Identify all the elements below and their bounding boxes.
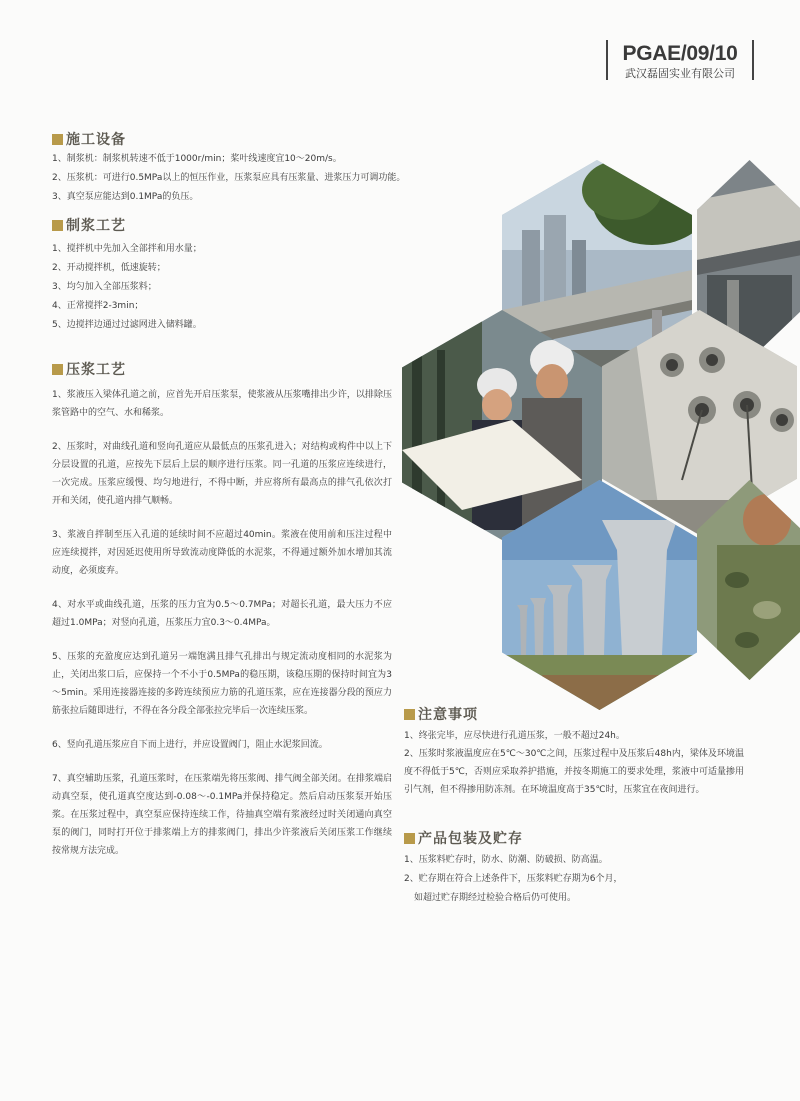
list-item: 如超过贮存期经过检验合格后仍可使用。	[414, 893, 577, 903]
list-item: 1、制浆机：制浆机转速不低于1000r/min；桨叶线速度宜10～20m/s。	[52, 154, 342, 164]
list-item: 2、贮存期在符合上述条件下，压浆料贮存期为6个月，	[404, 874, 623, 884]
document-code: PGAE/09/10	[622, 42, 738, 65]
list-item: 1、搅拌机中先加入全部拌和用水量；	[52, 244, 202, 254]
heading-square-icon	[52, 134, 63, 145]
list-item: 3、均匀加入全部压浆料；	[52, 282, 157, 292]
storage-list	[404, 851, 744, 908]
heading-slurry: 制浆工艺	[66, 218, 126, 234]
slurry-list	[52, 240, 352, 335]
notes-para-2: 2、压浆时浆液温度应在5℃～30℃之间，压浆过程中及压浆后48h内，梁体及环境温度不得低于5℃，否则应采取养护措施，并按冬期施工的要求处理，浆液中可适量掺用引气剂，但不得掺用防冻剂。在环境温度高于35℃时，压浆宜在夜间进行。	[404, 749, 744, 795]
heading-grouting: 压浆工艺	[66, 362, 126, 378]
section-heading	[52, 360, 392, 378]
grouting-para-1: 1、浆液压入梁体孔道之前，应首先开启压浆泵，使浆液从压浆嘴排出少许，以排除压浆管路中的空气、水和稀浆。	[52, 390, 392, 418]
heading-square-icon	[404, 833, 415, 844]
section-slurry	[52, 216, 352, 335]
photo-collage	[402, 150, 800, 710]
grouting-para-4: 4、对水平或曲线孔道，压浆的压力宜为0.5～0.7MPa；对超长孔道，最大压力不应超过1.0MPa；对竖向孔道，压浆压力宜0.3～0.4MPa。	[52, 600, 392, 628]
section-grouting	[52, 360, 392, 860]
list-item: 2、开动搅拌机，低速旋转；	[52, 263, 166, 273]
list-item: 1、压浆料贮存时，防水、防潮、防破损、防高温。	[404, 855, 608, 865]
page-header	[606, 40, 754, 82]
heading-notes: 注意事项	[418, 707, 478, 723]
grouting-para-3: 3、浆液自拌制至压入孔道的延续时间不应超过40min。浆液在使用前和压注过程中应连续搅拌，对因延迟使用所导致流动度降低的水泥浆，不得通过额外加水增加其流动度，必须废弃。	[52, 530, 392, 576]
heading-storage: 产品包装及贮存	[418, 831, 523, 847]
grouting-para-7: 7、真空辅助压浆，孔道压浆时，在压浆端先将压浆阀、排气阀全部关闭。在排浆端启动真空泵，使孔道真空度达到-0.08～-0.1MPa并保持稳定。然后启动压浆泵开始压浆。在压浆过程中，真空泵应保持连续工作，待抽真空端有浆液经过时关闭通向真空泵的阀门，同时打开位于排浆端上方的排浆阀门，排出少许浆液后关闭压浆工作继续按常规方法完成。	[52, 774, 392, 856]
list-item: 5、边搅拌边通过过滤网进入储料罐。	[52, 320, 202, 330]
section-heading	[404, 705, 744, 723]
section-heading	[404, 829, 744, 847]
grouting-para-6: 6、竖向孔道压浆应自下而上进行，并应设置阀门，阻止水泥浆回流。	[52, 740, 328, 750]
section-heading	[52, 216, 352, 234]
company-name: 武汉磊固实业有限公司	[625, 67, 735, 80]
section-heading	[52, 130, 472, 148]
grouting-para-2: 2、压浆时，对曲线孔道和竖向孔道应从最低点的压浆孔进入；对结构或构件中以上下分层设置的孔道，应按先下层后上层的顺序进行压浆。同一孔道的压浆应连续进行，一次完成。压浆应缓慢、均匀地进行，不得中断，并应将所有最高点的排气孔依次打开和关闭，使孔道内排气顺畅。	[52, 442, 392, 506]
heading-square-icon	[52, 364, 63, 375]
notes-para-1: 1、终张完毕，应尽快进行孔道压浆，一般不超过24h。	[404, 731, 625, 741]
heading-square-icon	[52, 220, 63, 231]
heading-equipment: 施工设备	[66, 132, 126, 148]
heading-square-icon	[404, 709, 415, 720]
list-item: 4、正常搅拌2-3min；	[52, 301, 144, 311]
grouting-para-5: 5、压浆的充盈度应达到孔道另一端饱满且排气孔排出与规定流动度相同的水泥浆为止，关闭出浆口后，应保持一个不小于0.5MPa的稳压期，该稳压期的保持时间宜为3～5min。采用连接器连接的多跨连续预应力筋的孔道压浆，应在连接器分段的预应力筋张拉后随即进行，不得在各分段全部张拉完毕后一次连续压浆。	[52, 652, 392, 716]
section-notes	[404, 705, 744, 799]
list-item: 2、压浆机：可进行0.5MPa以上的恒压作业，压浆泵应具有压浆量、进浆压力可调功能。	[52, 173, 406, 183]
section-storage	[404, 829, 744, 908]
list-item: 3、真空泵应能达到0.1MPa的负压。	[52, 192, 199, 202]
